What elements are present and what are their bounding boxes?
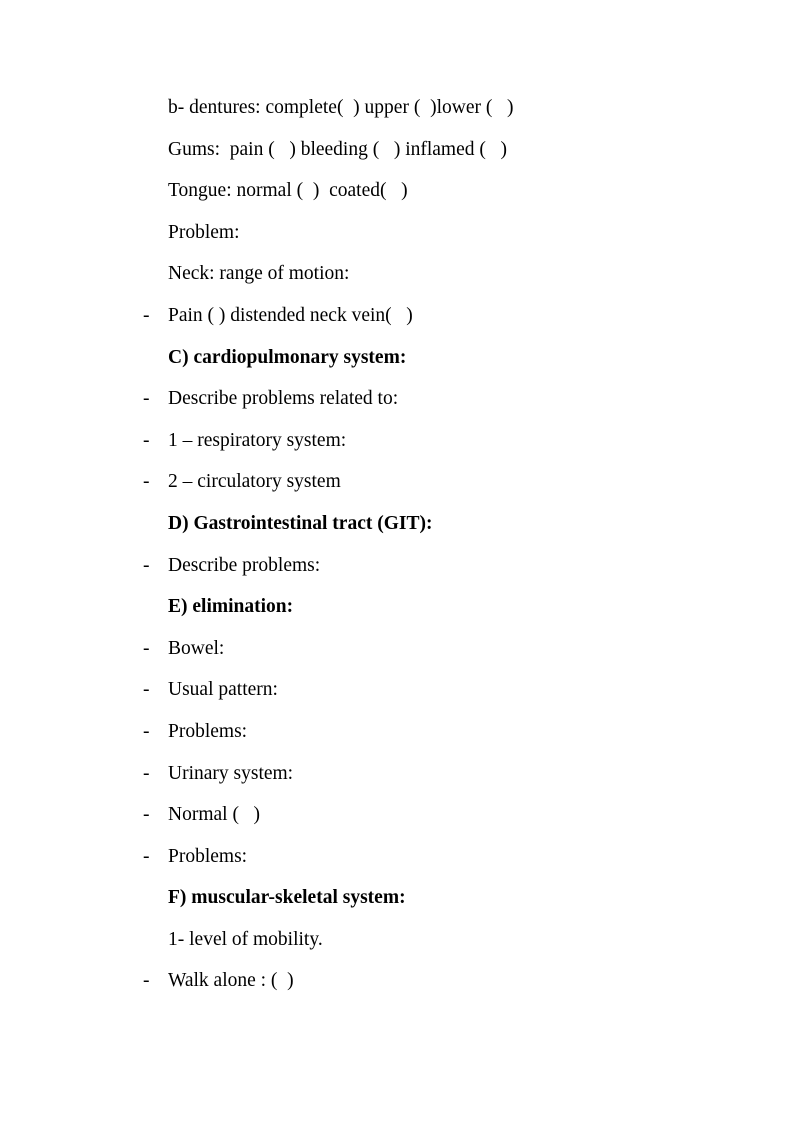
bullet-item — [0, 628, 794, 670]
line-text: Describe problems related to: — [168, 388, 399, 410]
text-line — [0, 129, 794, 171]
line-text: Walk alone : ( ) — [168, 970, 294, 992]
bullet-dash: - — [143, 554, 150, 576]
line-text: Bowel: — [168, 637, 225, 659]
line-text: 1 – respiratory system: — [168, 429, 347, 451]
text-line — [0, 87, 794, 129]
bullet-item — [0, 420, 794, 462]
line-text: D) Gastrointestinal tract (GIT): — [168, 512, 433, 534]
line-text: Pain ( ) distended neck vein( ) — [168, 304, 413, 326]
bullet-item — [0, 295, 794, 337]
bullet-dash: - — [143, 762, 150, 784]
bullet-dash: - — [143, 304, 150, 326]
line-text: Tongue: normal ( ) coated( ) — [168, 180, 408, 202]
bullet-item — [0, 545, 794, 587]
text-line — [0, 170, 794, 212]
line-text: Urinary system: — [168, 762, 294, 784]
bullet-item — [0, 836, 794, 878]
line-text: Problems: — [168, 845, 248, 867]
line-text: Gums: pain ( ) bleeding ( ) inflamed ( ) — [168, 138, 507, 160]
bullet-dash: - — [143, 471, 150, 493]
bullet-item — [0, 461, 794, 503]
line-text: Neck: range of motion: — [168, 263, 350, 285]
bullet-item — [0, 794, 794, 836]
line-text: Problem: — [168, 221, 240, 243]
bullet-dash: - — [143, 804, 150, 826]
section-heading — [0, 337, 794, 379]
bullet-dash: - — [143, 679, 150, 701]
document-body — [0, 87, 794, 1002]
text-line — [0, 253, 794, 295]
bullet-item — [0, 669, 794, 711]
line-text: Problems: — [168, 720, 248, 742]
text-line — [0, 212, 794, 254]
bullet-item — [0, 711, 794, 753]
bullet-dash: - — [143, 720, 150, 742]
section-heading — [0, 586, 794, 628]
bullet-item — [0, 753, 794, 795]
line-text: C) cardiopulmonary system: — [168, 346, 407, 368]
line-text: 1- level of mobility. — [168, 928, 323, 950]
bullet-dash: - — [143, 637, 150, 659]
line-text: 2 – circulatory system — [168, 471, 341, 493]
bullet-dash: - — [143, 429, 150, 451]
line-text: F) muscular-skeletal system: — [168, 887, 406, 909]
bullet-dash: - — [143, 970, 150, 992]
line-text: Describe problems: — [168, 554, 321, 576]
bullet-dash: - — [143, 845, 150, 867]
section-heading — [0, 877, 794, 919]
line-text: b- dentures: complete( ) upper ( )lower ( ) — [168, 97, 514, 118]
bullet-item — [0, 378, 794, 420]
text-line — [0, 919, 794, 961]
bullet-dash: - — [143, 388, 150, 410]
section-heading — [0, 503, 794, 545]
line-text: Usual pattern: — [168, 679, 278, 701]
line-text: Normal ( ) — [168, 804, 261, 826]
line-text: E) elimination: — [168, 596, 294, 618]
bullet-item — [0, 960, 794, 1002]
